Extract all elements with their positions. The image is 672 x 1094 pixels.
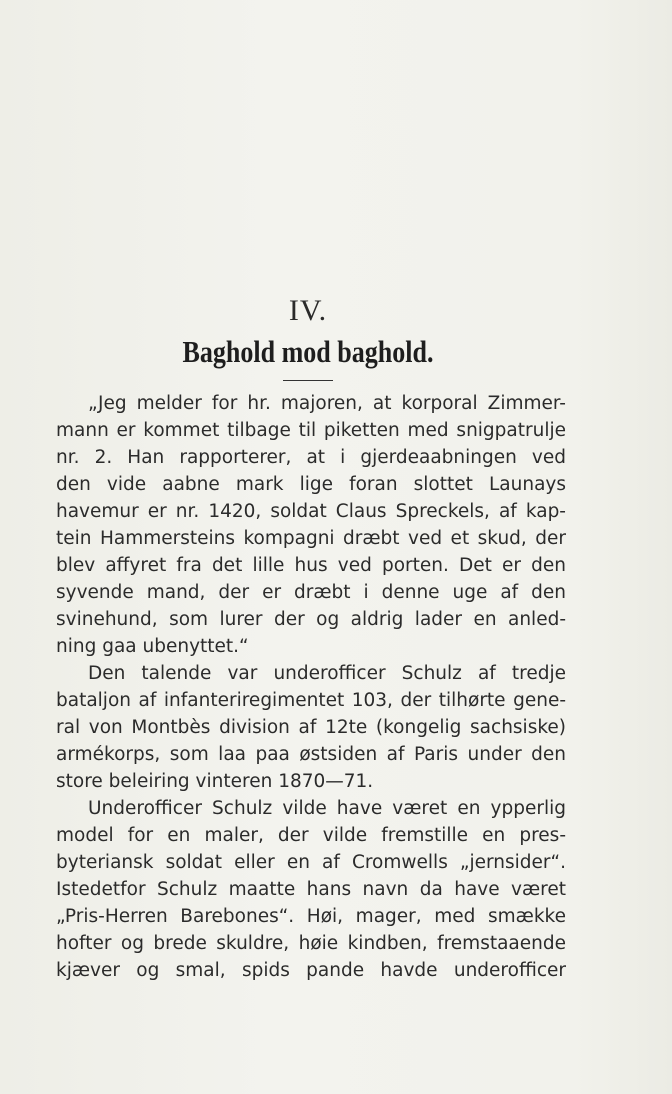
- text-line: Den talende var underofficer Schulz af tredje: [88, 663, 566, 684]
- text-line: Underofficer Schulz vilde have været en ypperlig: [88, 798, 566, 819]
- text-line: svinehund, som lurer der og aldrig lader en anled-: [56, 609, 566, 630]
- text-line: model for en maler, der vilde fremstille en pres-: [56, 825, 566, 846]
- text-line: „Jeg melder for hr. majoren, at korporal Zimmer-: [88, 393, 566, 414]
- text-line: havemur er nr. 1420, soldat Claus Spreckels, af kap-: [56, 501, 566, 522]
- text-line: tein Hammersteins kompagni dræbt ved et skud, der: [56, 528, 566, 549]
- chapter-title: Baghold mod baghold.: [182, 334, 434, 369]
- text-line: mann er kommet tilbage til piketten med snigpatrulje: [56, 420, 566, 441]
- text-line: armékorps, som laa paa østsiden af Paris under den: [56, 744, 566, 765]
- chapter-number: IV.: [288, 294, 328, 327]
- text-line: store beleiring vinteren 1870—71.: [56, 771, 374, 792]
- body-text: [56, 390, 566, 984]
- text-line: nr. 2. Han rapporterer, at i gjerdeaabningen ved: [56, 447, 566, 468]
- text-line: ral von Montbès division af 12te (kongelig sachsiske): [56, 717, 566, 738]
- text-line: blev affyret fra det lille hus ved porten. Det er den: [56, 555, 566, 576]
- text-line: ning gaa ubenyttet.“: [56, 636, 249, 657]
- text-line: bataljon af infanteriregimentet 103, der tilhørte gene-: [56, 690, 566, 711]
- text-line: syvende mand, der er dræbt i denne uge af den: [56, 582, 566, 603]
- text-line: den vide aabne mark lige foran slottet Launays: [56, 474, 566, 495]
- text-line: kjæver og smal, spids pande havde underofficer: [56, 960, 566, 981]
- text-line: „Pris-Herren Barebones“. Høi, mager, med smække: [56, 906, 566, 927]
- text-line: byteriansk soldat eller en af Cromwells „jernsider“.: [56, 852, 566, 873]
- text-line: Istedetfor Schulz maatte hans navn da have været: [56, 879, 566, 900]
- text-line: hofter og brede skuldre, høie kindben, fremstaaende: [56, 933, 566, 954]
- title-divider: [283, 380, 333, 381]
